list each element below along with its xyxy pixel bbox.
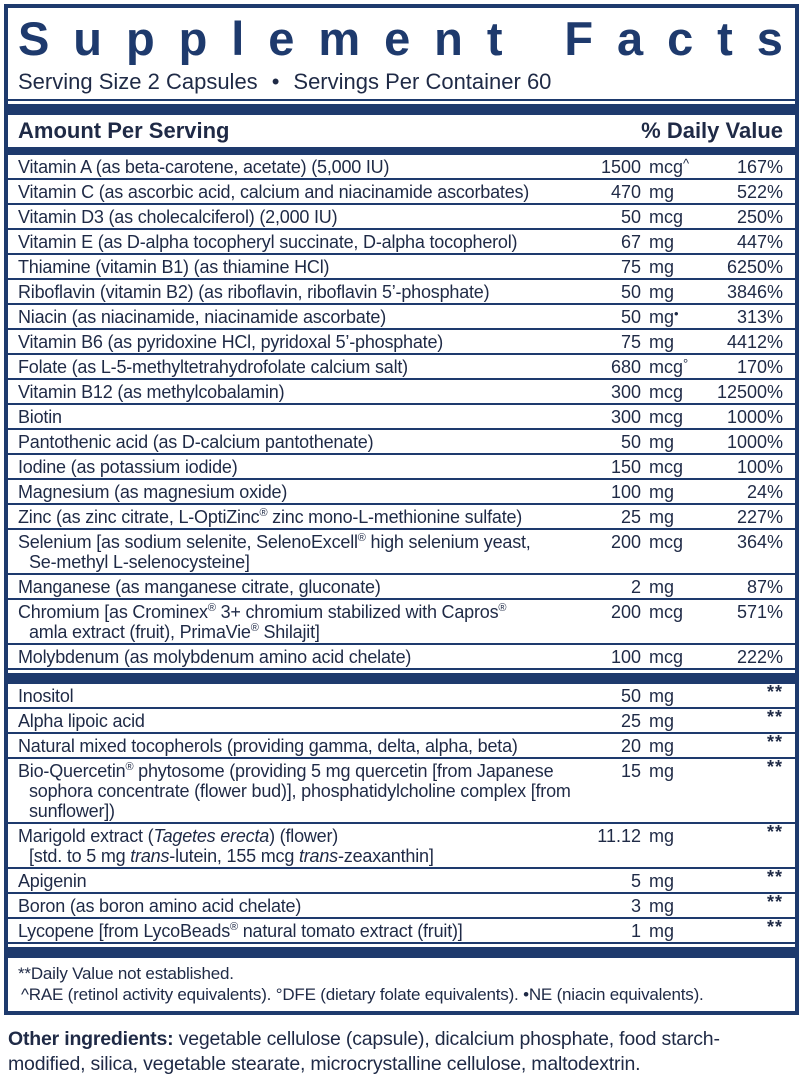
table-row [8,355,795,380]
divider-bar-top [8,104,795,115]
table-row [8,759,795,824]
table-row [8,530,795,575]
nutrient-amount: 50 mcg [620,207,684,227]
nutrient-dv: 250% [736,207,783,227]
table-row [8,894,795,919]
bullet-separator: • [271,69,280,94]
nutrient-name: Niacin (as niacinamide, niacinamide ascorbate) [18,307,386,327]
nutrient-amount: 1500 mcg^ [600,156,690,177]
table-row [8,405,795,430]
nutrient-dv: 24% [746,482,783,502]
other-ingredients-label: Other ingredients: [8,1028,174,1050]
nutrient-name: Inositol [18,686,74,706]
other-ingredients-text: vegetable cellulose (capsule), dicalcium phosphate, food starch-modified, silica, vegetable stearate, microcrystalline cellulose, maltodextrin. [8,1028,720,1075]
nutrient-dv: 447% [736,232,783,252]
nutrient-dv: 1000% [726,407,783,427]
nutrient-name: Boron (as boron amino acid chelate) [18,896,302,916]
nutrient-name: Molybdenum (as molybdenum amino acid chelate) [18,647,412,667]
nutrient-dv: ** [766,867,783,887]
nutrient-dv: 12500% [716,382,783,402]
divider-bar-header [8,147,795,155]
nutrient-amount: 20 mg [620,736,675,756]
nutrient-dv: ** [766,892,783,912]
nutrient-name: Folate (as L-5-methyltetrahydrofolate calcium salt) [18,357,408,377]
nutrient-amount: 680 mcg° [610,356,689,377]
divider-bar-middle [8,673,795,684]
nutrient-amount: 25 mg [620,507,675,527]
table-header [18,115,783,147]
nutrient-amount: 50 mg• [620,306,679,327]
nutrient-name: Riboflavin (vitamin B2) (as riboflavin, riboflavin 5’-phosphate) [18,282,490,302]
nutrient-amount: 15 mg [620,761,675,781]
nutrient-amount: 470 mg [610,182,675,202]
divider-bar-bottom [8,947,795,958]
nutrient-dv: ** [766,707,783,727]
nutrient-amount: 50 mg [620,282,675,302]
nutrient-name: Manganese (as manganese citrate, gluconate) [18,577,381,597]
nutrient-dv: ** [766,732,783,752]
nutrient-amount: 5 mg [630,871,675,891]
table-row [8,455,795,480]
nutrient-amount: 25 mg [620,711,675,731]
supplement-facts-panel [4,4,799,1015]
nutrient-name: Vitamin E (as D-alpha tocopheryl succinate, D-alpha tocopherol) [18,232,518,252]
daily-value-header: % Daily Value [641,118,783,143]
table-row [8,330,795,355]
table-row [8,734,795,759]
other-ingredients [8,1027,795,1077]
nutrient-amount: 100 mg [610,482,675,502]
nutrient-name: Zinc (as zinc citrate, L-OptiZinc® zinc mono-L-methionine sulfate) [18,507,523,527]
nutrient-dv: ** [766,757,783,777]
table-row [8,505,795,530]
table-row [8,919,795,944]
nutrient-amount: 75 mg [620,332,675,352]
nutrient-dv: 170% [736,357,783,377]
nutrient-dv: 167% [736,157,783,177]
nutrient-name: Chromium [as Crominex® 3+ chromium stabilized with Capros® amla extract (fruit), PrimaVie® Shilajit] [18,602,507,642]
table-row [8,305,795,330]
nutrient-amount: 11.12 mg [597,826,675,846]
nutrient-amount: 2 mg [630,577,675,597]
table-row [8,600,795,645]
nutrient-dv: ** [766,917,783,937]
table-row [8,280,795,305]
table-row [8,709,795,734]
serving-size: Serving Size 2 Capsules [18,69,258,94]
nutrient-dv: 313% [736,307,783,327]
nutrient-name: Marigold extract (Tagetes erecta) (flower) [std. to 5 mg trans-lutein, 155 mcg trans-zeaxanthin] [18,826,434,866]
panel-title: S u p p l e m e n t F a c t s [18,12,783,65]
nutrient-name: Natural mixed tocopherols (providing gamma, delta, alpha, beta) [18,736,518,756]
nutrient-amount: 300 mcg [610,407,684,427]
table-row [8,180,795,205]
nutrient-amount: 100 mcg [610,647,684,667]
nutrient-amount: 50 mg [620,686,675,706]
nutrient-name: Bio-Quercetin® phytosome (providing 5 mg quercetin [from Japanese sophora concentrate (flower bud)], phosphatidylcholine complex [from sunflower]) [18,761,571,821]
table-row [8,824,795,869]
nutrient-amount: 3 mg [630,896,675,916]
nutrients-section-vitamins-minerals [18,155,783,670]
nutrient-amount: 200 mcg [610,602,684,622]
table-row [8,230,795,255]
nutrients-section-other-actives [18,684,783,944]
nutrient-dv: 100% [736,457,783,477]
nutrient-name: Magnesium (as magnesium oxide) [18,482,288,502]
footnote-daily-value: **Daily Value not established. [18,964,234,983]
nutrient-name: Vitamin D3 (as cholecalciferol) (2,000 IU) [18,207,338,227]
nutrient-name: Pantothenic acid (as D-calcium pantothenate) [18,432,374,452]
nutrient-amount: 300 mcg [610,382,684,402]
nutrient-dv: 227% [736,507,783,527]
nutrient-name: Lycopene [from LycoBeads® natural tomato extract (fruit)] [18,921,463,941]
nutrient-amount: 50 mg [620,432,675,452]
nutrient-dv: 87% [746,577,783,597]
nutrient-name: Iodine (as potassium iodide) [18,457,238,477]
nutrient-dv: 3846% [726,282,783,302]
table-row [8,155,795,180]
table-row [8,430,795,455]
nutrient-amount: 1 mg [630,921,675,941]
nutrient-amount: 200 mcg [610,532,684,552]
table-row [8,575,795,600]
nutrient-name: Biotin [18,407,62,427]
nutrient-dv: 6250% [726,257,783,277]
nutrient-name: Vitamin B12 (as methylcobalamin) [18,382,285,402]
nutrient-dv: ** [766,822,783,842]
serving-info [8,66,795,101]
nutrient-amount: 67 mg [620,232,675,252]
nutrient-amount: 75 mg [620,257,675,277]
nutrient-dv: 571% [736,602,783,622]
table-row [8,480,795,505]
nutrient-dv: 1000% [726,432,783,452]
nutrient-name: Apigenin [18,871,87,891]
table-row [8,645,795,670]
table-row [8,205,795,230]
nutrient-name: Vitamin A (as beta-carotene, acetate) (5,000 IU) [18,157,390,177]
footnote-equivalents: ^RAE (retinol activity equivalents). °DFE (dietary folate equivalents). •NE (niacin equivalents). [21,985,704,1004]
nutrient-dv: 222% [736,647,783,667]
amount-per-serving-header: Amount Per Serving [18,118,230,143]
nutrient-name: Alpha lipoic acid [18,711,145,731]
table-row [8,684,795,709]
table-row [8,869,795,894]
footnotes [18,958,783,1011]
nutrient-name: Vitamin C (as ascorbic acid, calcium and niacinamide ascorbates) [18,182,530,202]
nutrient-dv: 364% [736,532,783,552]
nutrient-dv: ** [766,682,783,702]
nutrient-dv: 4412% [726,332,783,352]
table-row [8,255,795,280]
servings-per-container: Servings Per Container 60 [293,69,552,94]
nutrient-dv: 522% [736,182,783,202]
nutrient-amount: 150 mcg [610,457,684,477]
nutrient-name: Vitamin B6 (as pyridoxine HCl, pyridoxal 5’-phosphate) [18,332,444,352]
nutrient-name: Selenium [as sodium selenite, SelenoExcell® high selenium yeast, Se-methyl L-selenocysteine] [18,532,531,572]
nutrient-name: Thiamine (vitamin B1) (as thiamine HCl) [18,257,330,277]
table-row [8,380,795,405]
